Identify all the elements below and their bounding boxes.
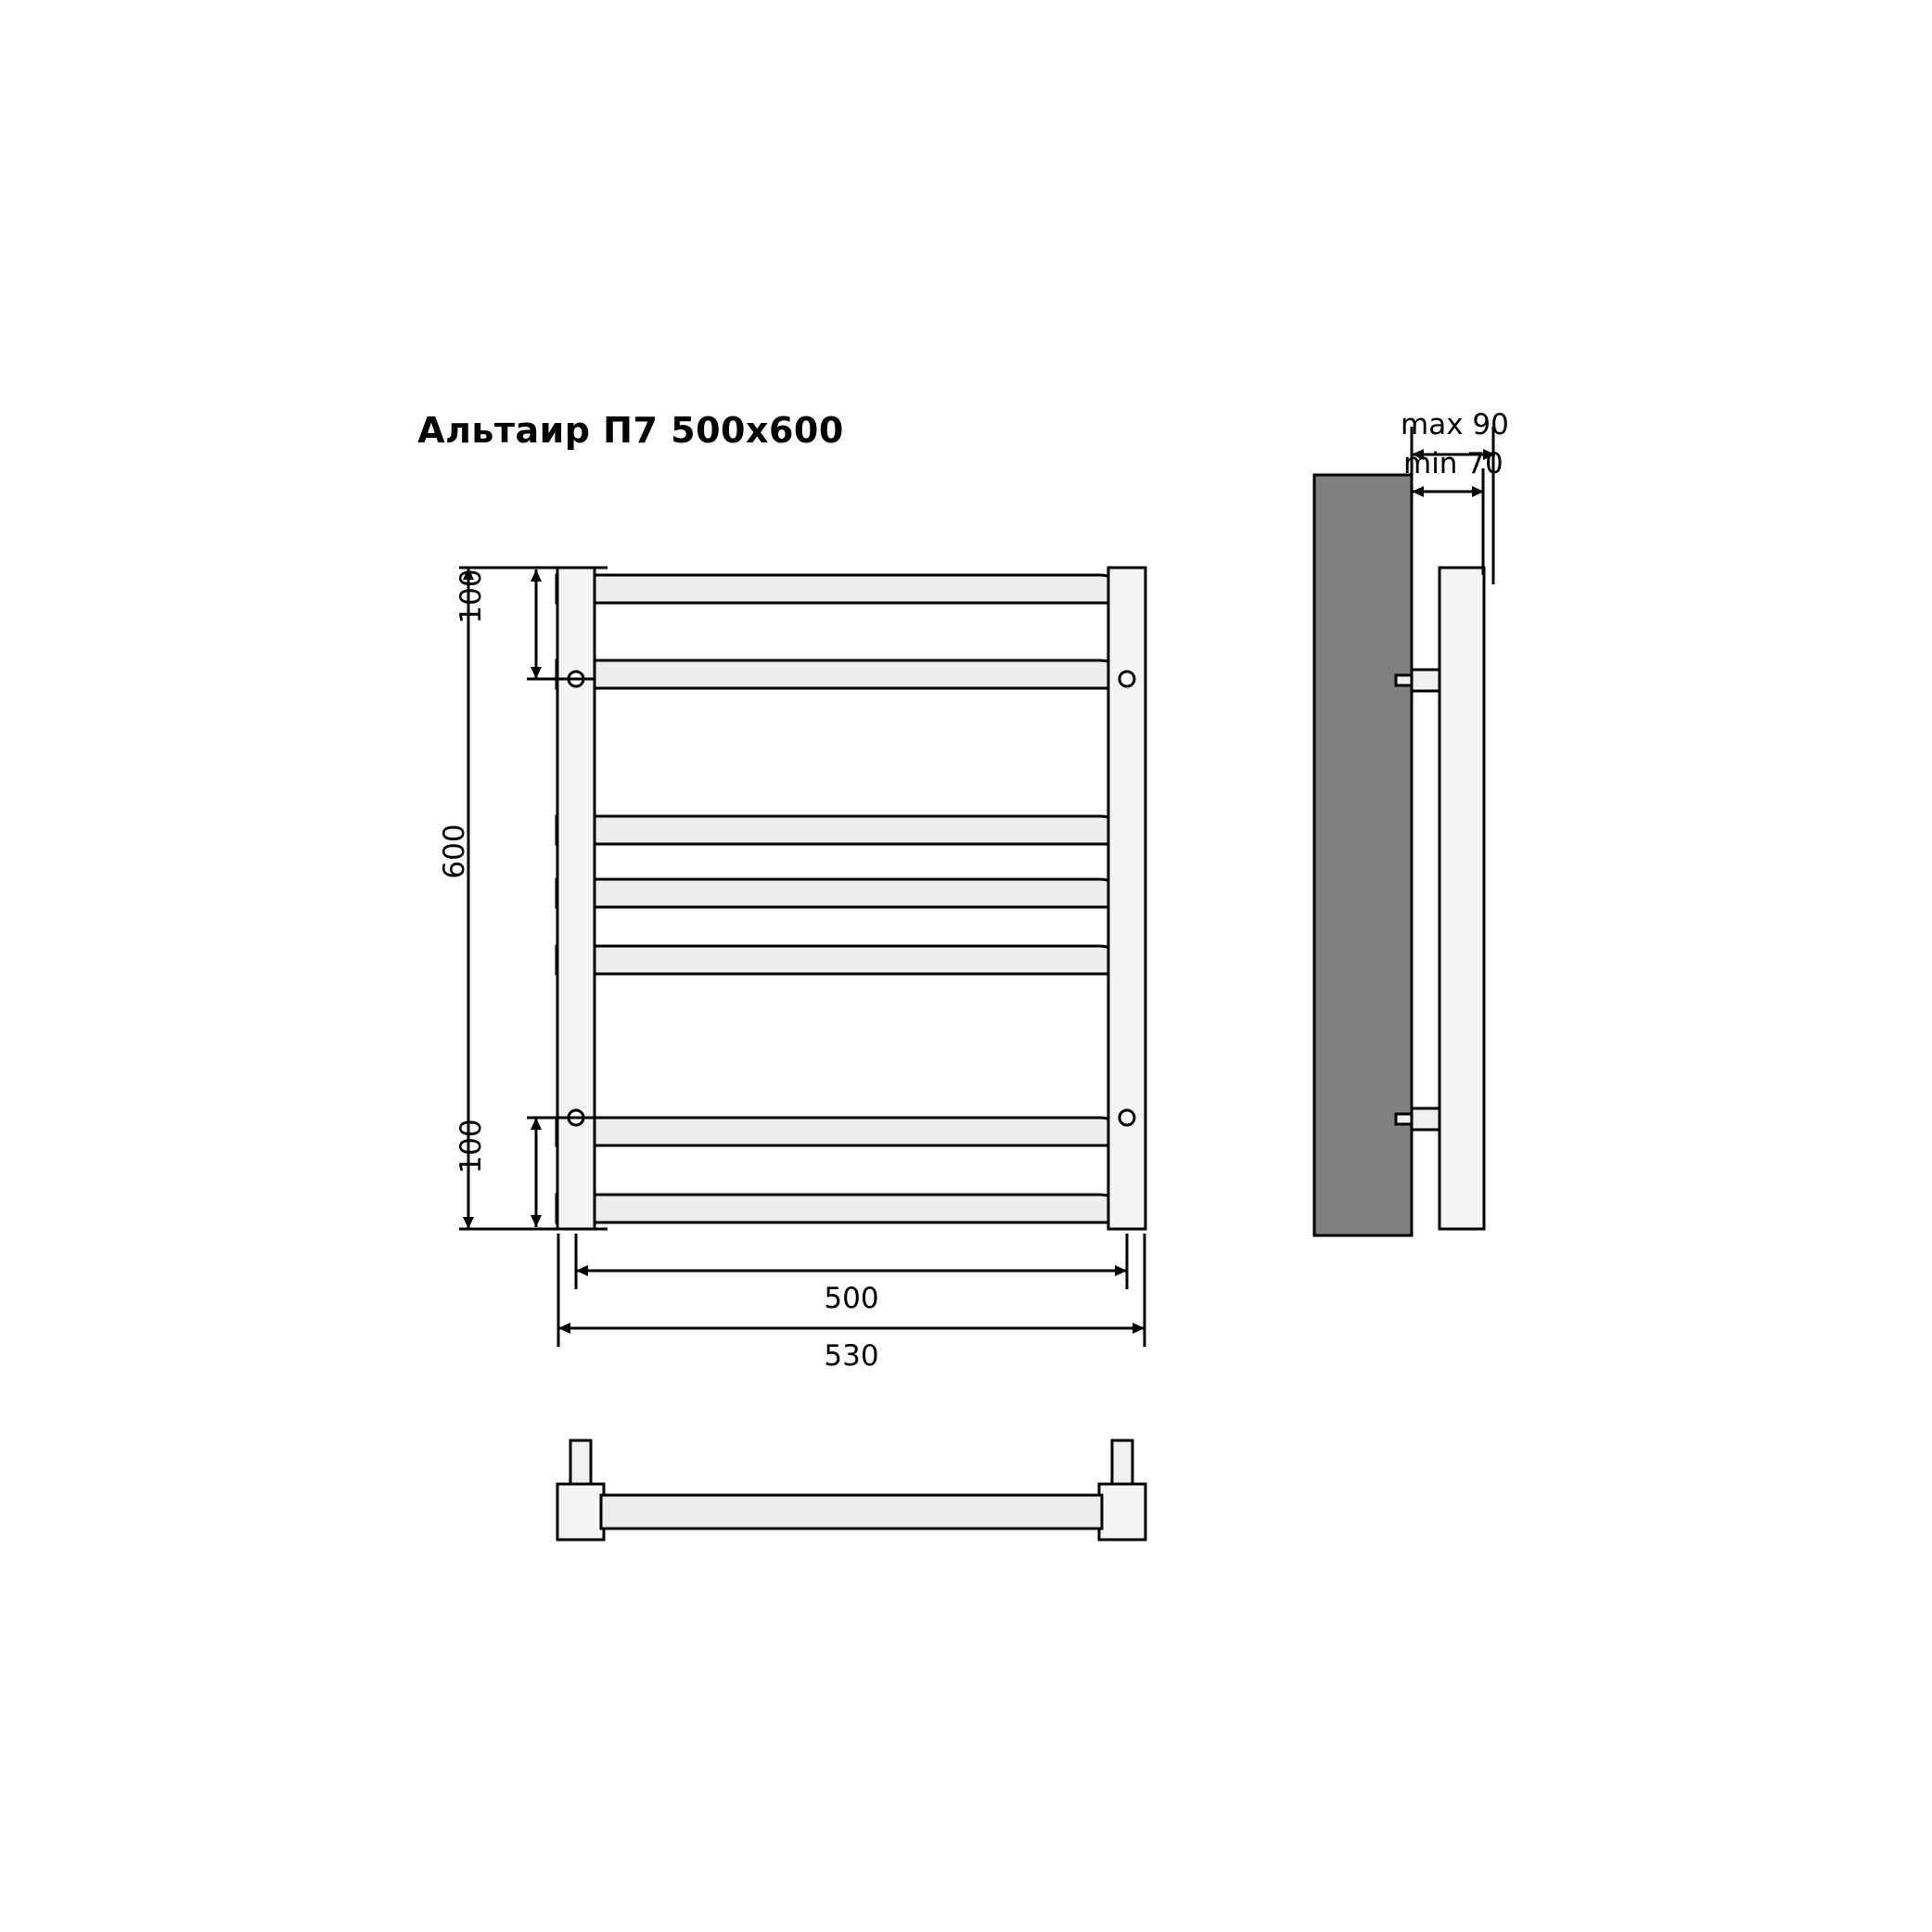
- dim-width-500: [576, 1234, 1127, 1289]
- page-title: Альтаир П7 500x600: [417, 410, 844, 451]
- dim-label-height-600: 600: [438, 824, 471, 879]
- lower-bracket-stud: [1396, 1114, 1412, 1124]
- front-view-rails: [557, 575, 1128, 1222]
- top-view-bar: [601, 1495, 1102, 1529]
- side-view-post: [1439, 568, 1484, 1229]
- lower-bracket: [1412, 1108, 1439, 1130]
- front-view-right-post: [1108, 568, 1145, 1229]
- top-view-left-block: [557, 1484, 604, 1540]
- upper-bracket-stud: [1396, 675, 1412, 685]
- front-view: [459, 568, 1145, 1347]
- top-view-right-stud: [1112, 1440, 1132, 1485]
- dim-label-min-70: min 70: [1403, 447, 1503, 480]
- side-view: [1314, 427, 1495, 1235]
- top-view-right-block: [1099, 1484, 1145, 1540]
- dim-label-width-500: 500: [824, 1282, 879, 1315]
- dim-min-70: [1412, 468, 1484, 575]
- dim-label-top-100: 100: [454, 569, 488, 624]
- front-view-left-post: [557, 568, 595, 1229]
- dim-label-width-530: 530: [824, 1339, 879, 1373]
- dim-label-bottom-100: 100: [454, 1119, 488, 1174]
- upper-bracket: [1412, 670, 1439, 691]
- top-view-left-stud: [570, 1440, 591, 1485]
- dim-label-max-90: max 90: [1401, 408, 1509, 441]
- top-view: [557, 1440, 1145, 1540]
